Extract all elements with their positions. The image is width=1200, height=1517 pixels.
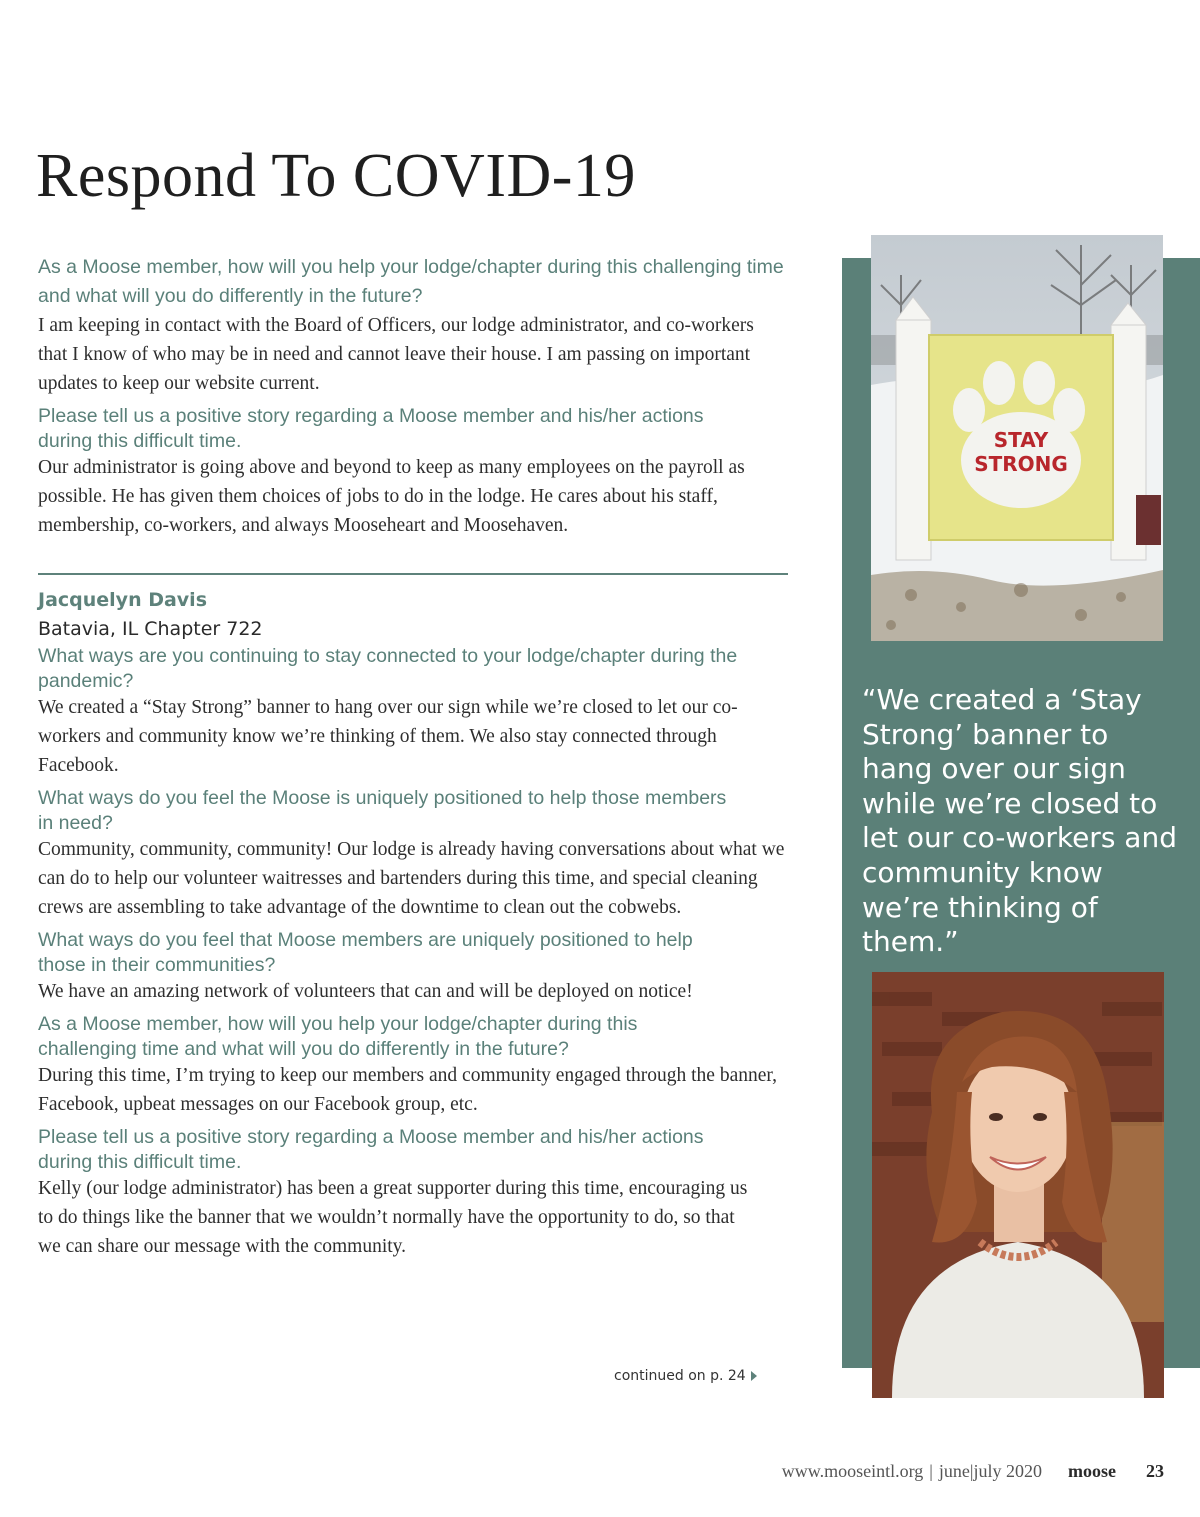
stay-strong-banner-photo [871, 235, 1163, 641]
question: What ways do you feel the Moose is uniquely positioned to help those members in need? [38, 787, 727, 834]
pull-quote: “We created a ‘Stay Strong’ banner to hang over our sign while we’re closed to let our co-workers and community know we’re thinking of them.” [862, 683, 1177, 959]
answer: Our administrator is going above and beyond to keep as many employees on the payroll as possible. He has given them choices of jobs to do in the lodge. He cares about his staff, membership, co-workers, and always Mooseheart and Moosehaven. [38, 457, 745, 536]
continued-link[interactable] [614, 1368, 757, 1384]
qa-item [38, 404, 798, 540]
banner-text-strong: STRONG [974, 452, 1068, 476]
qa-item [38, 1125, 798, 1261]
qa-item [38, 253, 798, 398]
answer: During this time, I’m trying to keep our members and community engaged through the banner, Facebook, upbeat messages on our Facebook group, etc. [38, 1065, 777, 1115]
answer: I am keeping in contact with the Board of Officers, our lodge administrator, and co-workers that I know of who may be in need and cannot leave their house. I am passing on important updates to keep our website current. [38, 315, 754, 394]
member-name: Jacquelyn Davis [38, 589, 208, 611]
answer: Community, community, community! Our lodge is already having conversations about what we can do to help our volunteer waitresses and bartenders during this time, and special cleaning crews are assembling to take advantage of the downtime to clean out the cobwebs. [38, 839, 785, 918]
answer: We created a “Stay Strong” banner to hang over our sign while we’re closed to let our co-workers and community know we’re thinking of them. We also stay connected through Facebook. [38, 697, 738, 776]
member-portrait-photo [872, 972, 1164, 1398]
section-divider [38, 573, 788, 575]
page-title: Respond To COVID-19 [36, 142, 636, 210]
page-number: 23 [1146, 1461, 1164, 1481]
page-footer [782, 1461, 1164, 1482]
footer-issue: june|july 2020 [938, 1461, 1042, 1481]
member-chapter: Batavia, IL Chapter 722 [38, 618, 263, 640]
question: What ways do you feel that Moose members are uniquely positioned to help those in their communities? [38, 929, 693, 976]
question: Please tell us a positive story regarding a Moose member and his/her actions during this difficult time. [38, 405, 704, 452]
section-2 [38, 586, 798, 1267]
qa-item [38, 1012, 798, 1119]
question: As a Moose member, how will you help your lodge/chapter during this challenging time and what will you do differently in the future? [38, 256, 784, 307]
qa-item [38, 786, 798, 922]
footer-brand: moose [1068, 1461, 1116, 1481]
question: As a Moose member, how will you help your lodge/chapter during this challenging time and what will you do differently in the future? [38, 1013, 638, 1060]
question: What ways are you continuing to stay connected to your lodge/chapter during the pandemic? [38, 645, 738, 692]
footer-separator: | [929, 1461, 933, 1481]
question: Please tell us a positive story regarding a Moose member and his/her actions during this difficult time. [38, 1126, 704, 1173]
qa-item [38, 928, 798, 1006]
answer: We have an amazing network of volunteers that can and will be deployed on notice! [38, 981, 693, 1002]
arrow-right-icon [751, 1371, 757, 1381]
section-1 [38, 253, 798, 546]
answer: Kelly (our lodge administrator) has been a great supporter during this time, encouraging us to do things like the banner that we wouldn’t normally have the opportunity to do, so that we can share our message with the community. [38, 1178, 748, 1257]
qa-item [38, 644, 798, 780]
banner-text-stay: STAY [993, 428, 1049, 452]
footer-url[interactable]: www.mooseintl.org [781, 1461, 924, 1481]
continued-text: continued on p. 24 [614, 1368, 746, 1384]
